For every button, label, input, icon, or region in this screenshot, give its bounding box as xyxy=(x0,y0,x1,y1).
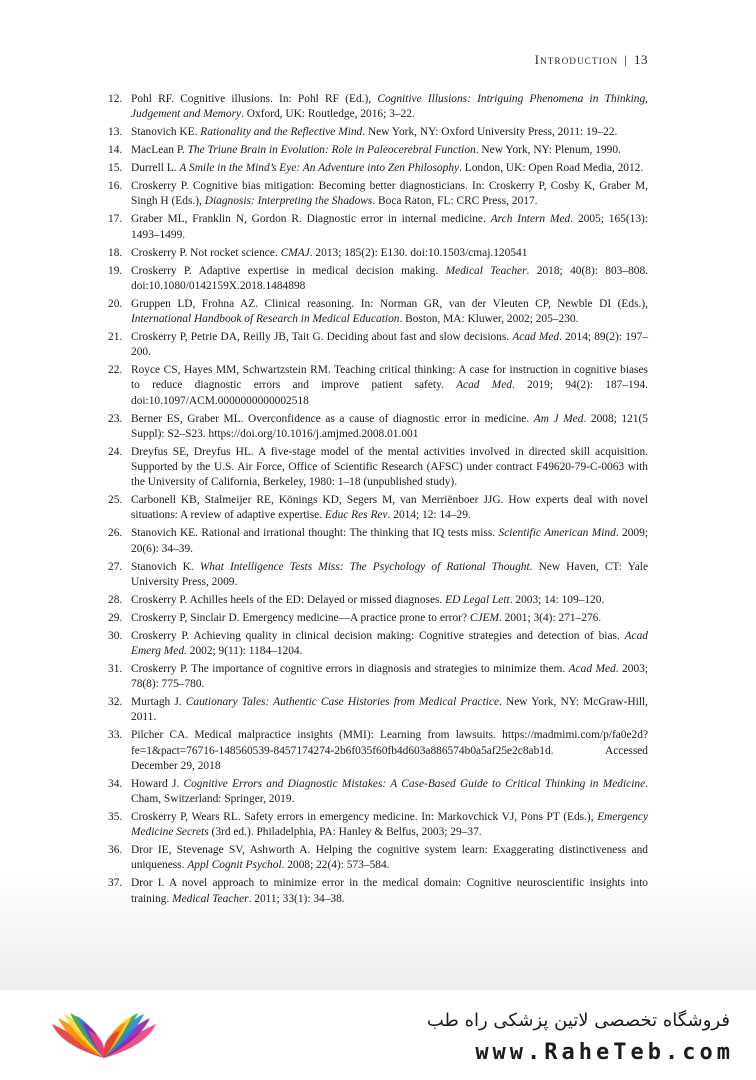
reference-text: . 2019; 94(2): 187–194. doi:10.1097/ACM.0000000000002518 xyxy=(131,379,648,407)
reference-text: . New Haven, CT: Yale University Press, 2009. xyxy=(131,560,648,588)
reference-item xyxy=(108,143,648,158)
reference-number: 28. xyxy=(108,593,123,606)
reference-text: . New York, NY: Plenum, 1990. xyxy=(475,144,621,157)
reference-title-italic: Emergency Medicine Secrets xyxy=(131,811,648,839)
reference-text: Graber ML, Franklin N, Gordon R. Diagnostic error in internal medicine. xyxy=(131,213,491,226)
reference-number: 25. xyxy=(108,494,123,507)
reference-item xyxy=(108,526,648,556)
reference-number: 18. xyxy=(108,246,123,259)
reference-text: MacLean P. xyxy=(131,144,188,157)
reference-item xyxy=(108,695,648,725)
reference-text: . 2014; 89(2): 197–200. xyxy=(131,331,648,359)
book-logo-icon xyxy=(44,1004,164,1066)
reference-text: . 2013; 185(2): E130. doi:10.1503/cmaj.120541 xyxy=(309,246,528,259)
reference-item xyxy=(108,611,648,626)
header-separator: | xyxy=(624,53,628,67)
reference-title-italic: ED Legal Lett xyxy=(445,593,510,606)
reference-text: Croskerry P, Sinclair D. Emergency medicine—A practice prone to error? xyxy=(131,611,470,624)
reference-text: Stanovich KE. xyxy=(131,126,201,139)
reference-number: 34. xyxy=(108,777,123,790)
reference-text: . 2005; 165(13): 1493–1499. xyxy=(131,213,648,241)
reference-item xyxy=(108,593,648,608)
reference-item xyxy=(108,363,648,409)
reference-text: Croskerry P. Cognitive bias mitigation: Becoming better diagnosticians. In: Croskerry P, Cosby K, Graber M, Singh H (Eds.), xyxy=(131,180,648,208)
reference-item xyxy=(108,246,648,261)
reference-text: Croskerry P. Achilles heels of the ED: Delayed or missed diagnoses. xyxy=(131,593,446,606)
reference-text: Dreyfus SE, Dreyfus HL. A five-stage model of the mental activities involved in directed skill acquisition. Supported by the U.S. Air Force, Office of Scientific Research (AFSC) under contract F49620-79-C-0063 with the University of California, Berkeley, 1980: 1–18 (unpublished study). xyxy=(131,445,648,489)
reference-text: Dror I. A novel approach to minimize error in the medical domain: Cognitive neuroscientific insights into training. xyxy=(131,877,648,905)
reference-title-italic: CMAJ xyxy=(280,246,310,259)
reference-item xyxy=(108,560,648,590)
reference-item xyxy=(108,179,648,209)
running-head xyxy=(535,52,648,68)
reference-title-italic: Rationality and the Reflective Mind xyxy=(200,126,363,139)
reference-title-italic: The Triune Brain in Evolution: Role in Paleocerebral Function xyxy=(187,144,476,157)
reference-number: 33. xyxy=(108,729,123,742)
reference-item xyxy=(108,161,648,176)
reference-number: 23. xyxy=(108,412,123,425)
reference-text: . London, UK: Open Road Media, 2012. xyxy=(459,162,644,175)
reference-text: Pohl RF. Cognitive illusions. In: Pohl RF (Ed.), xyxy=(131,93,378,105)
shop-name: فروشگاه تخصصی لاتین پزشکی راه طب xyxy=(426,1010,730,1031)
reference-title-italic: A Smile in the Mind’s Eye: An Adventure into Zen Philosophy xyxy=(179,162,460,175)
reference-title-italic: Acad Med xyxy=(568,663,616,676)
reference-text: Durrell L. xyxy=(131,162,180,175)
shop-url: www.RaheTeb.com xyxy=(475,1040,734,1065)
reference-text: . Oxford, UK: Routledge, 2016; 3–22. xyxy=(241,108,415,121)
reference-text: Stanovich K. xyxy=(131,560,200,573)
reference-text: Murtagh J. xyxy=(131,696,186,709)
reference-text: . 2003; 78(8): 775–780. xyxy=(131,663,648,691)
reference-text: Croskerry P. The importance of cognitive errors in diagnosis and strategies to minimize them. xyxy=(131,663,569,676)
reference-title-italic: Cognitive Illusions: Intriguing Phenomena in Thinking, Judgement and Memory xyxy=(131,93,648,121)
reference-number: 20. xyxy=(108,297,123,310)
reference-item xyxy=(108,125,648,140)
reference-number: 14. xyxy=(108,144,123,157)
reference-item xyxy=(108,412,648,442)
reference-text: Croskerry P, Petrie DA, Reilly JB, Tait G. Deciding about fast and slow decisions. xyxy=(131,331,513,344)
reference-title-italic: CJEM xyxy=(469,611,499,624)
reference-text: . New York, NY: Oxford University Press, 2011: 19–22. xyxy=(362,126,618,139)
reference-title-italic: Medical Teacher xyxy=(172,892,249,905)
reference-title-italic: Scientific American Mind xyxy=(498,527,616,540)
reference-title-italic: Cautionary Tales: Authentic Case Histories from Medical Practice xyxy=(185,696,500,709)
reference-item xyxy=(108,662,648,692)
page-number: 13 xyxy=(634,52,648,67)
reference-item xyxy=(108,810,648,840)
reference-text: Stanovich KE. Rational and irrational thought: The thinking that IQ tests miss. xyxy=(131,527,499,540)
reference-text: Croskerry P, Wears RL. Safety errors in emergency medicine. In: Markovchick VJ, Pons PT (Eds.), xyxy=(131,811,598,824)
reference-text: Croskerry P. Achieving quality in clinical decision making: Cognitive strategies and detection of bias. xyxy=(131,629,625,642)
reference-text: (3rd ed.). Philadelphia, PA: Hanley & Belfus, 2003; 29–37. xyxy=(208,826,482,839)
reference-text: . 2001; 3(4): 271–276. xyxy=(498,611,602,624)
reference-text: . 2002; 9(11): 1184–1204. xyxy=(184,645,303,658)
reference-title-italic: Arch Intern Med xyxy=(490,213,571,226)
reference-text: Pilcher CA. Medical malpractice insights (MMI): Learning from lawsuits. https://madmimi.com/p/fa0e2d?fe=1&pact=76716-148560539-8457174274-2b6f035f60fb4d603a886574b0a5af25e2c8ab1d. Accessed December 29, 2018 xyxy=(131,729,648,772)
reference-number: 13. xyxy=(108,126,123,139)
reference-item xyxy=(108,843,648,873)
reference-number: 37. xyxy=(108,877,123,890)
reference-item xyxy=(108,728,648,774)
reference-number: 32. xyxy=(108,696,123,709)
reference-number: 17. xyxy=(108,213,123,226)
reference-number: 21. xyxy=(108,331,123,344)
reference-number: 24. xyxy=(108,445,123,458)
reference-title-italic: International Handbook of Research in Medical Education xyxy=(131,313,400,326)
reference-text: . 2003; 14: 109–120. xyxy=(509,593,605,606)
reference-text: . 2014; 12: 14–29. xyxy=(387,509,471,522)
reference-item xyxy=(108,212,648,242)
reference-title-italic: Diagnosis: Interpreting the Shadows xyxy=(204,195,373,208)
reference-number: 36. xyxy=(108,844,123,857)
reference-title-italic: Acad Med xyxy=(512,331,560,344)
reference-text: . Boca Raton, FL: CRC Press, 2017. xyxy=(372,195,538,208)
reference-title-italic: What Intelligence Tests Miss: The Psychology of Rational Thought xyxy=(199,560,530,573)
reference-number: 35. xyxy=(108,811,123,824)
reference-item xyxy=(108,92,648,122)
reference-text: Howard J. xyxy=(131,777,184,790)
reference-text: Croskerry P. Adaptive expertise in medical decision making. xyxy=(131,264,446,277)
reference-number: 30. xyxy=(108,629,123,642)
reference-item xyxy=(108,493,648,523)
reference-number: 29. xyxy=(108,611,123,624)
reference-text: . 2009; 20(6): 34–39. xyxy=(131,527,648,555)
reference-number: 15. xyxy=(108,162,123,175)
reference-item xyxy=(108,330,648,360)
reference-title-italic: Acad Emerg Med xyxy=(131,629,648,658)
reference-number: 31. xyxy=(108,663,123,676)
reference-text: . Cham, Switzerland: Springer, 2019. xyxy=(131,777,648,806)
reference-title-italic: Acad Med xyxy=(456,379,512,392)
reference-item xyxy=(108,629,648,659)
section-title: Introduction xyxy=(534,53,619,67)
reference-item xyxy=(108,297,648,327)
reference-title-italic: Medical Teacher xyxy=(445,264,527,277)
reference-title-italic: Am J Med xyxy=(533,412,584,425)
reference-text: . Boston, MA: Kluwer, 2002; 205–230. xyxy=(399,313,579,326)
reference-number: 27. xyxy=(108,560,123,573)
reference-text: . 2008; 22(4): 573–584. xyxy=(281,859,390,872)
reference-text: Berner ES, Graber ML. Overconfidence as a cause of diagnostic error in medicine. xyxy=(131,412,534,425)
watermark-footer xyxy=(0,990,756,1080)
reference-text: Gruppen LD, Frohna AZ. Clinical reasoning. In: Norman GR, van der Vleuten CP, Newble DI (Eds.), xyxy=(131,297,648,310)
reference-item xyxy=(108,264,648,294)
reference-title-italic: Educ Res Rev xyxy=(324,509,388,522)
reference-number: 19. xyxy=(108,264,123,277)
reference-number: 16. xyxy=(108,180,123,193)
reference-number: 22. xyxy=(108,364,123,377)
reference-text: Royce CS, Hayes MM, Schwartzstein RM. Teaching critical thinking: A case for instruction in cognitive biases to reduce diagnostic errors and improve patient safety. xyxy=(131,364,648,392)
reference-item xyxy=(108,876,648,906)
reference-item xyxy=(108,777,648,807)
reference-text: . 2018; 40(8): 803–808. doi:10.1080/0142159X.2018.1484898 xyxy=(131,264,649,292)
reference-title-italic: Appl Cognit Psychol xyxy=(187,859,282,872)
reference-text: . 2011; 33(1): 34–38. xyxy=(248,892,345,905)
reference-text: Croskerry P. Not rocket science. xyxy=(131,246,281,259)
reference-item xyxy=(108,445,648,491)
reference-number: 12. xyxy=(108,93,123,105)
reference-number: 26. xyxy=(108,527,123,540)
reference-text: Carbonell KB, Stalmeijer RE, Könings KD, Segers M, van Merriënboer JJG. How experts deal with novel situations: A review of adaptive expertise. xyxy=(131,494,648,522)
reference-list xyxy=(108,92,648,910)
reference-text: . 2008; 121(5 Suppl): S2–S23. https://doi.org/10.1016/j.amjmed.2008.01.001 xyxy=(131,412,648,440)
reference-text: Dror IE, Stevenage SV, Ashworth A. Helping the cognitive system learn: Exaggerating distinctiveness and uniqueness. xyxy=(131,844,648,872)
reference-title-italic: Cognitive Errors and Diagnostic Mistakes: A Case-Based Guide to Critical Thinking in Medicine xyxy=(183,777,646,790)
reference-text: . New York, NY: McGraw-Hill, 2011. xyxy=(131,696,649,724)
